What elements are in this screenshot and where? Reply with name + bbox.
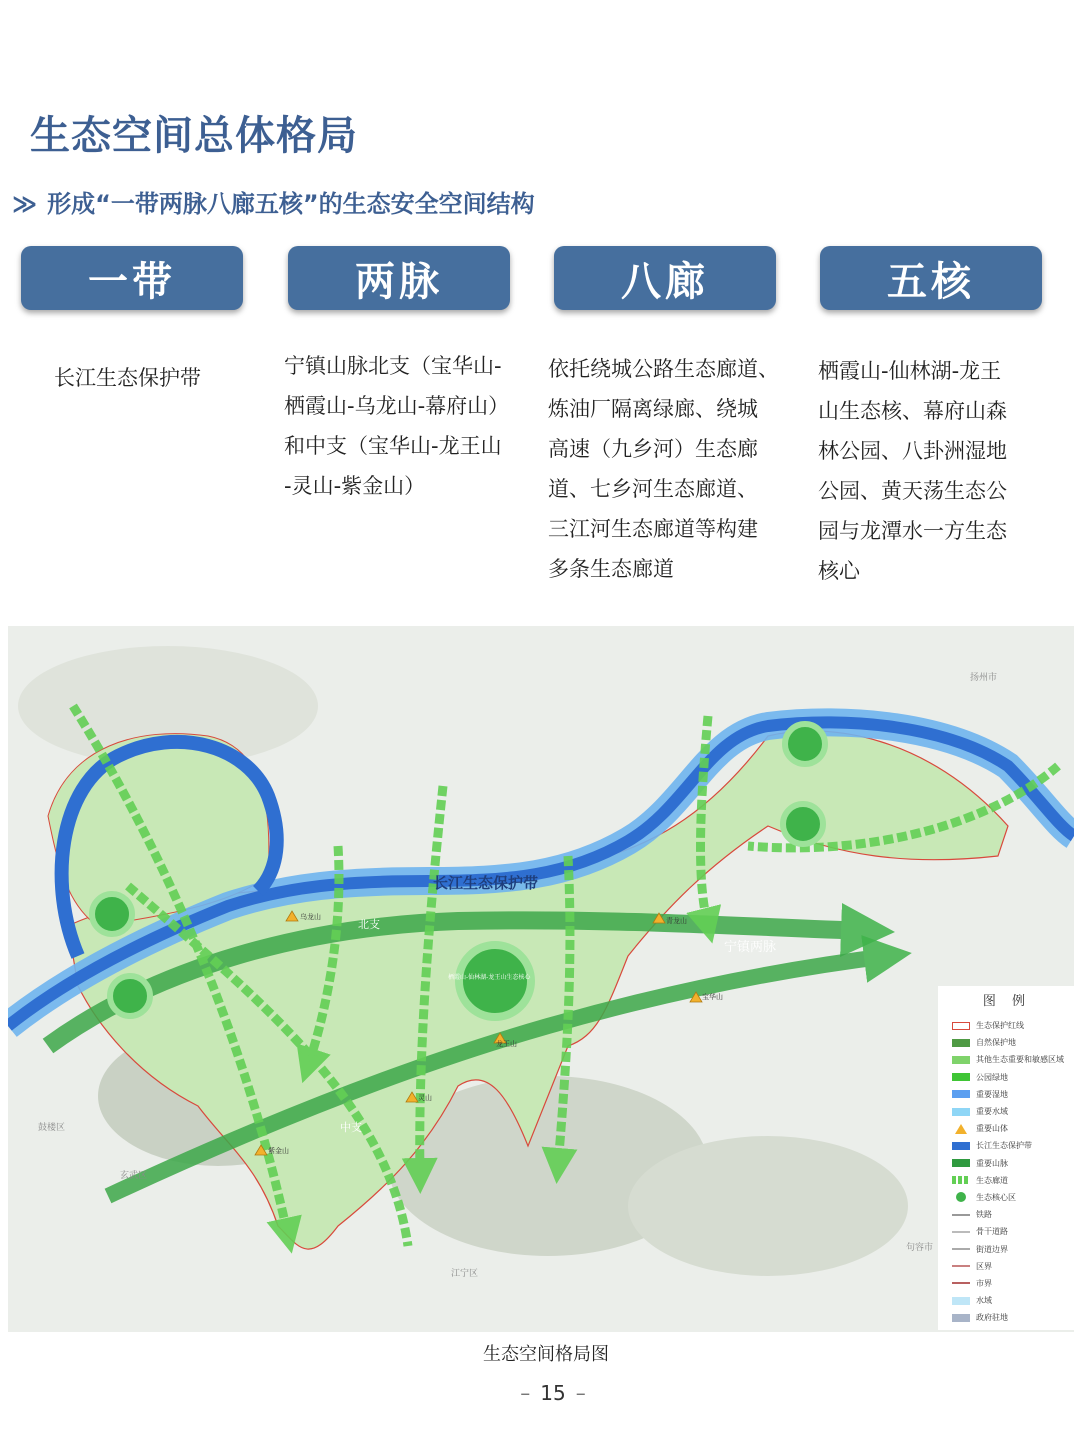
page-title: 生态空间总体格局 <box>30 113 358 159</box>
desc-line: 核心 <box>818 559 860 583</box>
category-balang-button: 八廊 <box>554 246 776 310</box>
red-outline-swatch-icon <box>952 1022 970 1030</box>
line-swatch-icon <box>952 1282 970 1284</box>
label-ningzhen: 宁镇两脉 <box>724 940 777 955</box>
legend-item <box>938 1017 1074 1034</box>
legend-item <box>938 1086 1074 1103</box>
label-north-branch: 北支 <box>358 918 380 931</box>
label-yangtze-belt: 长江生态保护带 <box>433 874 539 892</box>
legend-label: 生态核心区 <box>976 1192 1016 1202</box>
legend-label: 水域 <box>976 1296 992 1306</box>
circle-swatch-icon <box>956 1192 966 1202</box>
legend-label: 生态廊道 <box>976 1175 1008 1185</box>
desc-line: 长江生态保护带 <box>54 366 201 390</box>
line-swatch-icon <box>952 1265 970 1267</box>
legend-item <box>938 1275 1074 1292</box>
desc-line: -灵山-紫金山） <box>284 474 426 498</box>
label-longwangshan: 龙王山 <box>496 1040 517 1048</box>
label-yangzhou: 扬州市 <box>970 673 998 683</box>
legend-label: 重要山体 <box>976 1124 1008 1134</box>
desc-line: 栖霞山-乌龙山-幕府山） <box>284 394 510 418</box>
desc-yidai <box>54 358 201 398</box>
double-chevron-icon: ≫ <box>12 190 38 218</box>
fill-swatch-icon <box>952 1314 970 1322</box>
fill-swatch-icon <box>952 1039 970 1047</box>
category-yidai-button: 一带 <box>21 246 243 310</box>
desc-line: 宁镇山脉北支（宝华山- <box>284 354 502 378</box>
label-zijinshan: 紫金山 <box>268 1147 289 1155</box>
legend-label: 生态保护红线 <box>976 1021 1024 1031</box>
page-subtitle <box>12 184 535 219</box>
desc-balang <box>548 349 779 589</box>
legend-label: 其他生态重要和敏感区域 <box>976 1055 1064 1065</box>
legend-label: 自然保护地 <box>976 1038 1016 1048</box>
legend-item <box>938 1223 1074 1240</box>
legend-label: 重要水域 <box>976 1107 1008 1117</box>
legend-title: 图 例 <box>982 994 1032 1009</box>
page-number-value: 15 <box>540 1381 566 1405</box>
legend-item <box>938 1240 1074 1257</box>
label-baohuashan: 宝华山 <box>702 993 723 1001</box>
legend-item <box>938 1120 1074 1137</box>
line-swatch-icon <box>952 1231 970 1233</box>
legend-item <box>938 1258 1074 1275</box>
desc-line: 栖霞山-仙林湖-龙王 <box>818 359 1002 383</box>
subtitle-text: 形成“一带两脉八廊五核”的生态安全空间结构 <box>47 190 535 218</box>
legend-item <box>938 1206 1074 1223</box>
legend-item <box>938 1172 1074 1189</box>
fill-swatch-icon <box>952 1090 970 1098</box>
label-gulou: 鼓楼区 <box>38 1123 66 1133</box>
line-swatch-icon <box>952 1248 970 1250</box>
legend-label: 政府驻地 <box>976 1313 1008 1323</box>
legend-label: 重要湿地 <box>976 1089 1008 1099</box>
legend-label: 骨干道路 <box>976 1227 1008 1237</box>
fill-swatch-icon <box>952 1159 970 1167</box>
label-core: 栖霞山-仙林湖-龙王山生态核心 <box>448 974 531 981</box>
label-jurong: 句容市 <box>906 1243 934 1253</box>
desc-line: 山生态核、幕府山森 <box>818 399 1007 423</box>
legend-label: 铁路 <box>976 1210 992 1220</box>
fill-swatch-icon <box>952 1073 970 1081</box>
desc-line: 园与龙潭水一方生态 <box>818 519 1007 543</box>
category-wuhe-button: 五核 <box>820 246 1042 310</box>
label-qinglongshan: 青龙山 <box>666 917 687 925</box>
label-wulongshan: 乌龙山 <box>300 913 321 921</box>
dash-swatch-icon <box>952 1176 970 1184</box>
legend-item <box>938 1189 1074 1206</box>
desc-line: 多条生态廊道 <box>548 557 674 581</box>
legend-item <box>938 1137 1074 1154</box>
label-xuanwu: 玄武区 <box>120 1171 148 1181</box>
ecological-pattern-map <box>8 626 1074 1332</box>
desc-line: 林公园、八卦洲湿地 <box>818 439 1007 463</box>
legend-items <box>938 1017 1074 1326</box>
page-number <box>0 1381 1080 1405</box>
legend-item <box>938 1155 1074 1172</box>
legend-item <box>938 1034 1074 1051</box>
desc-line: 道、七乡河生态廊道、 <box>548 477 758 501</box>
label-lingshan: 灵山 <box>418 1094 432 1102</box>
map-legend <box>938 986 1074 1330</box>
legend-label: 区界 <box>976 1261 992 1271</box>
desc-liangmai <box>284 346 509 506</box>
desc-wuhe <box>818 351 1007 591</box>
legend-item <box>938 1051 1074 1068</box>
triangle-swatch-icon <box>955 1124 967 1134</box>
desc-line: 依托绕城公路生态廊道、 <box>548 357 779 381</box>
desc-line: 和中支（宝华山-龙王山 <box>284 434 502 458</box>
legend-item <box>938 1069 1074 1086</box>
legend-label: 长江生态保护带 <box>976 1141 1032 1151</box>
legend-item <box>938 1292 1074 1309</box>
category-liangmai-button: 两脉 <box>288 246 510 310</box>
fill-swatch-icon <box>952 1056 970 1064</box>
line-swatch-icon <box>952 1214 970 1216</box>
label-middle-branch: 中支 <box>340 1121 362 1134</box>
page-dash-left: – <box>520 1381 531 1405</box>
legend-label: 街道边界 <box>976 1244 1008 1254</box>
fill-swatch-icon <box>952 1108 970 1116</box>
legend-label: 市界 <box>976 1278 992 1288</box>
legend-item <box>938 1309 1074 1326</box>
fill-swatch-icon <box>952 1297 970 1305</box>
desc-line: 炼油厂隔离绿廊、绕城 <box>548 397 758 421</box>
label-jiangning: 江宁区 <box>451 1269 479 1279</box>
legend-label: 公园绿地 <box>976 1072 1008 1082</box>
desc-line: 高速（九乡河）生态廊 <box>548 437 758 461</box>
legend-item <box>938 1103 1074 1120</box>
page-dash-right: – <box>575 1381 586 1405</box>
fill-swatch-icon <box>952 1142 970 1150</box>
legend-label: 重要山脉 <box>976 1158 1008 1168</box>
desc-line: 公园、黄天荡生态公 <box>818 479 1007 503</box>
figure-caption: 生态空间格局图 <box>483 1344 609 1365</box>
desc-line: 三江河生态廊道等构建 <box>548 517 758 541</box>
